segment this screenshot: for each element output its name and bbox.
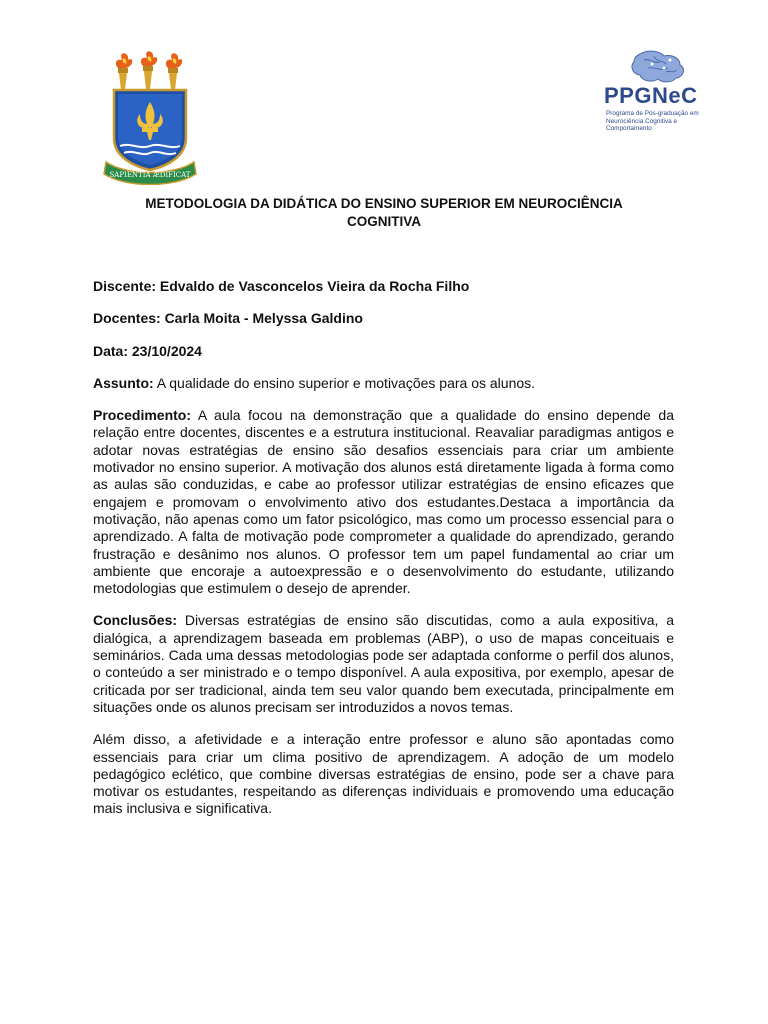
ppgnec-logo-text: PPGNeC <box>604 83 698 108</box>
torch-icon <box>116 53 132 90</box>
docentes-line: Docentes: Carla Moita - Melyssa Galdino <box>93 310 363 327</box>
title-line-2: COGNITIVA <box>347 214 421 229</box>
assunto-paragraph <box>93 375 674 392</box>
torch-icon <box>141 51 157 90</box>
assunto-label: Assunto: <box>93 374 154 391</box>
date-line: Data: 23/10/2024 <box>93 342 202 359</box>
final-paragraph: Além disso, a afetividade e a interação entre professor e aluno são apontadas como essenciais para criar um clima positivo de aprendizagem. A adoção de um modelo pedagógico eclético, que combine diversas estratégias de ensino, pode ser a chave para motivar os estudantes, respeitando as diferenças individuais e promovendo uma educação mais inclusiva e significativa. <box>93 731 674 817</box>
conclusoes-paragraph <box>93 612 674 716</box>
procedimento-paragraph <box>93 407 674 597</box>
torch-icon <box>166 53 182 90</box>
conclusoes-text: Diversas estratégias de ensino são discutidas, como a aula expositiva, a dialógica, a aprendizagem baseada em problemas (ABP), o uso de mapas conceituais e seminários. Cada uma dessas metodologias pode ser adaptada conforme o perfil dos alunos, o conteúdo a ser ministrado e o tempo disponível. A aula expositiva, por exemplo, apesar de criticada por ser tradicional, ainda tem seu valor quando bem executada, principalmente em situações onde os alunos precisam ser introduzidos a novos temas. <box>93 612 674 715</box>
document-title <box>94 195 674 231</box>
ppgnec-logo <box>604 50 724 134</box>
brain-icon <box>604 50 724 84</box>
discente-line: Discente: Edvaldo de Vasconcelos Vieira da Rocha Filho <box>93 278 470 294</box>
document-body <box>93 278 674 833</box>
title-line-1: METODOLOGIA DA DIDÁTICA DO ENSINO SUPERIOR EM NEUROCIÊNCIA <box>145 196 623 211</box>
ppgnec-subtitle: Programa de Pós-graduação em Neurociência Cognitiva e Comportamento <box>606 110 699 132</box>
assunto-text: A qualidade do ensino superior e motivações para os alunos. <box>153 374 536 391</box>
crest-motto: SAPIENTIA ÆDIFICAT <box>109 171 191 179</box>
university-crest-logo <box>100 50 200 185</box>
conclusoes-label: Conclusões: <box>93 612 178 629</box>
procedimento-label: Procedimento: <box>93 407 192 424</box>
procedimento-text: A aula focou na demonstração que a qualidade do ensino depende da relação entre docentes, discentes e a estrutura institucional. Reavaliar paradigmas antigos e adotar novas estratégias de ensino são desafios essenciais para criar um ambiente motivador no ensino superior. A motivação dos alunos está diretamente ligada à forma como as aulas são conduzidas, e cabe ao professor utilizar estratégias de ensino eficazes que engajem e promovam o envolvimento ativo dos estudantes.Destaca a importância da motivação, não apenas como um fator psicológico, mas como um processo essencial para o aprendizado. A falta de motivação pode comprometer a qualidade do aprendizado, gerando frustração e desânimo nos alunos. O professor tem um papel fundamental ao criar um ambiente que encoraje a autoexpressão e o desenvolvimento do estudante, utilizando metodologias que estimulem o desejo de aprender. <box>93 407 674 597</box>
